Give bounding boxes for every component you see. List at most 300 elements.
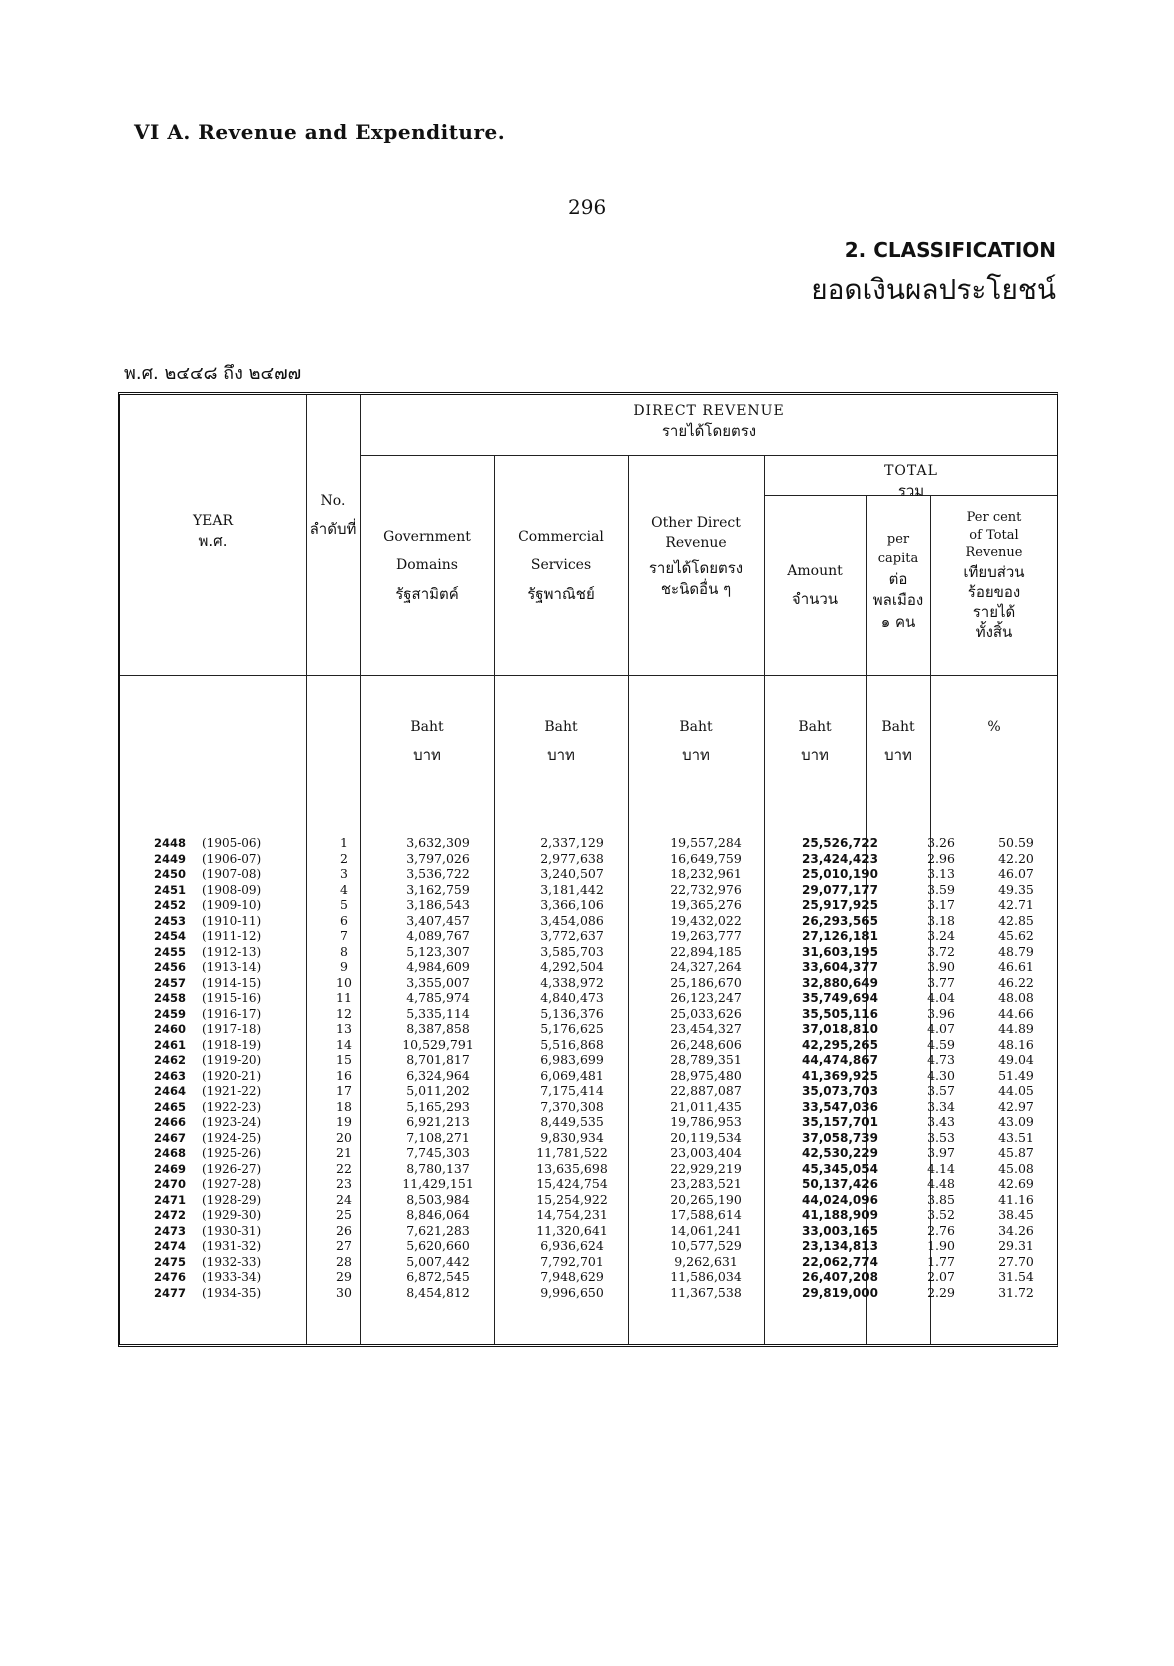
total-amount-cell: 44,474,867 [802, 1053, 878, 1067]
no-header-th: ลำดับที่ [309, 520, 357, 539]
year-be-cell: 2453 [154, 913, 187, 928]
year-ad-cell: (1922-23) [202, 1099, 262, 1114]
percent-total-cell: 51.49 [998, 1067, 1034, 1083]
government-domains-cell: 5,165,293 [406, 1098, 470, 1114]
row-number-cell: 18 [336, 1098, 352, 1114]
per-capita-en1: per [886, 532, 910, 547]
table-row [120, 1238, 1057, 1254]
table-row [120, 882, 1057, 898]
per-capita-th1: ต่อ [888, 569, 908, 588]
row-number-cell: 11 [336, 990, 352, 1005]
per-capita-th3: ๑ คน [880, 613, 916, 632]
other-unit-en: Baht [679, 719, 713, 735]
per-capita-cell: 3.77 [927, 974, 955, 990]
government-domains-cell: 10,529,791 [402, 1036, 474, 1052]
com-header-en1: Commercial [518, 529, 604, 545]
commercial-services-cell: 8,449,535 [540, 1114, 604, 1129]
table-row [120, 1269, 1057, 1285]
com-header-th: รัฐพาณิชย์ [527, 584, 595, 603]
table-row [120, 913, 1057, 929]
amount-unit-en: Baht [798, 719, 832, 735]
government-domains-cell: 7,745,303 [406, 1145, 470, 1160]
percent-unit: % [987, 719, 1001, 735]
year-ad-cell: (1910-11) [202, 913, 262, 928]
row-number-cell: 20 [336, 1129, 352, 1145]
total-amount-cell: 35,073,703 [802, 1084, 878, 1098]
table-row [120, 1161, 1057, 1177]
year-be-cell: 2464 [154, 1084, 187, 1098]
amount-unit [764, 717, 866, 767]
per-capita-th2: พลเมือง [872, 591, 924, 610]
year-be-cell: 2450 [154, 867, 187, 881]
per-capita-cell: 3.96 [927, 1005, 955, 1021]
percent-total-cell: 44.05 [998, 1083, 1034, 1098]
row-number-cell: 25 [336, 1207, 352, 1222]
year-ad-cell: (1906-07) [202, 851, 262, 866]
government-domains-cell: 5,620,660 [406, 1238, 470, 1253]
government-domains-cell: 4,089,767 [406, 928, 470, 943]
table-row [120, 1037, 1057, 1053]
per-capita-cell: 4.59 [927, 1036, 955, 1052]
other-direct-revenue-cell: 20,265,190 [670, 1191, 742, 1207]
table-row [120, 1006, 1057, 1022]
year-ad-cell: (1914-15) [202, 975, 262, 990]
government-domains-cell: 5,123,307 [406, 943, 470, 959]
total-amount-cell: 41,369,925 [802, 1068, 878, 1083]
total-amount-cell: 35,157,701 [802, 1115, 878, 1129]
year-ad-cell: (1919-20) [202, 1053, 262, 1067]
table-row [120, 1099, 1057, 1115]
commercial-services-cell: 6,983,699 [540, 1052, 604, 1067]
total-amount-cell: 22,062,774 [802, 1254, 878, 1269]
com-unit-en: Baht [544, 719, 578, 735]
com-unit [494, 717, 628, 767]
table-row [120, 1285, 1057, 1301]
other-direct-revenue-cell: 26,248,606 [670, 1036, 742, 1052]
commercial-services-cell: 2,337,129 [540, 835, 604, 850]
per-capita-cell: 3.90 [927, 959, 955, 974]
year-ad-cell: (1911-12) [202, 929, 262, 943]
other-header-th1: รายได้โดยตรง [648, 558, 744, 577]
government-domains-cell: 11,429,151 [402, 1176, 474, 1191]
table-row [120, 1130, 1057, 1146]
row-number-cell: 9 [340, 959, 348, 974]
year-ad-cell: (1915-16) [202, 991, 262, 1005]
year-be-cell: 2475 [154, 1254, 187, 1269]
government-domains-cell: 7,621,283 [406, 1222, 470, 1238]
year-be-cell: 2474 [154, 1239, 187, 1253]
per-capita-en2: capita [877, 550, 919, 566]
other-direct-revenue-cell: 23,454,327 [670, 1021, 742, 1036]
other-direct-revenue-cell: 22,894,185 [670, 943, 742, 959]
year-ad-cell: (1924-25) [202, 1130, 262, 1145]
row-number-cell: 22 [336, 1160, 352, 1176]
total-amount-cell: 25,917,925 [802, 898, 878, 912]
header-rule [360, 455, 1057, 456]
gov-header-th: รัฐสามิตค์ [395, 584, 459, 603]
gov-unit-th: บาท [413, 746, 441, 765]
total-amount-cell: 31,603,195 [802, 944, 878, 959]
other-direct-revenue-cell: 26,123,247 [670, 990, 742, 1005]
per-capita-cell: 3.26 [927, 835, 955, 850]
percent-total-cell: 44.66 [998, 1005, 1034, 1021]
year-ad-cell: (1932-33) [202, 1254, 262, 1269]
year-header-en: YEAR [192, 513, 234, 529]
page-number: 296 [568, 195, 607, 219]
government-domains-cell: 3,632,309 [406, 835, 470, 850]
commercial-services-cell: 14,754,231 [536, 1207, 608, 1222]
row-number-cell: 12 [336, 1005, 352, 1021]
per-capita-cell: 3.13 [927, 866, 955, 881]
row-number-cell: 30 [336, 1284, 352, 1300]
total-amount-cell: 29,819,000 [802, 1285, 878, 1300]
percent-total-cell: 42.20 [998, 850, 1034, 866]
row-number-cell: 6 [340, 912, 348, 928]
percent-total-cell: 46.22 [998, 974, 1034, 990]
per-capita-cell: 2.29 [927, 1284, 955, 1300]
period-label: พ.ศ. ๒๔๔๘ ถึง ๒๔๗๗ [124, 363, 302, 384]
commercial-services-cell: 4,338,972 [540, 974, 604, 990]
commercial-services-cell: 7,370,308 [540, 1098, 604, 1114]
other-direct-revenue-cell: 23,003,404 [670, 1145, 742, 1160]
per-capita-cell: 1.90 [927, 1238, 955, 1253]
other-direct-revenue-cell: 16,649,759 [670, 850, 742, 866]
percent-th1: เทียบส่วน [963, 562, 1025, 581]
percent-total-cell: 31.54 [998, 1269, 1034, 1284]
commercial-services-cell: 6,936,624 [540, 1238, 604, 1253]
amount-header-en: Amount [787, 563, 843, 579]
year-be-cell: 2476 [154, 1270, 187, 1284]
other-direct-revenue-cell: 19,263,777 [670, 928, 742, 943]
total-amount-cell: 23,134,813 [802, 1239, 878, 1253]
total-amount-cell: 44,024,096 [802, 1192, 878, 1207]
percent-total-cell: 49.35 [998, 881, 1034, 897]
row-number-cell: 28 [336, 1253, 352, 1269]
percent-total-cell: 42.69 [998, 1176, 1034, 1191]
year-be-cell: 2469 [154, 1161, 187, 1176]
table-row [120, 928, 1057, 944]
percent-total-cell: 48.79 [998, 943, 1034, 959]
per-capita-header [866, 531, 930, 634]
table-row [120, 1083, 1057, 1099]
year-be-cell: 2460 [154, 1022, 187, 1036]
row-number-cell: 10 [336, 974, 352, 990]
table-row [120, 1207, 1057, 1223]
year-header-th: พ.ศ. [198, 532, 228, 551]
commercial-services-cell: 11,320,641 [536, 1222, 608, 1238]
other-header-en1: Other Direct [651, 515, 741, 531]
table-row [120, 851, 1057, 867]
commercial-services-cell: 4,292,504 [540, 959, 604, 974]
year-ad-cell: (1927-28) [202, 1177, 262, 1191]
percent-total-cell: 34.26 [998, 1222, 1034, 1238]
commercial-services-cell: 3,772,637 [540, 928, 604, 943]
classification-title-th: ยอดเงินผลประโยชน์ [811, 273, 1056, 306]
row-number-cell: 5 [340, 897, 348, 912]
com-header [494, 527, 628, 605]
row-number-cell: 17 [336, 1083, 352, 1098]
section-title: VI A. Revenue and Expenditure. [134, 120, 506, 144]
per-capita-cell: 2.76 [927, 1222, 955, 1238]
government-domains-cell: 8,846,064 [406, 1207, 470, 1222]
total-amount-cell: 37,018,810 [802, 1022, 878, 1036]
other-direct-revenue-cell: 25,186,670 [670, 974, 742, 990]
total-header [764, 461, 1058, 503]
year-be-cell: 2461 [154, 1037, 187, 1052]
percent-en1: Per cent [966, 510, 1022, 525]
year-ad-cell: (1931-32) [202, 1239, 262, 1253]
year-be-cell: 2462 [154, 1053, 187, 1067]
per-capita-unit [866, 717, 930, 767]
other-direct-revenue-cell: 9,262,631 [674, 1253, 738, 1269]
year-ad-cell: (1912-13) [202, 944, 262, 959]
year-ad-cell: (1913-14) [202, 960, 262, 974]
commercial-services-cell: 15,424,754 [536, 1176, 608, 1191]
year-be-cell: 2470 [154, 1177, 187, 1191]
percent-total-cell: 27.70 [998, 1253, 1034, 1269]
direct-revenue-th: รายได้โดยตรง [661, 422, 757, 441]
commercial-services-cell: 15,254,922 [536, 1191, 608, 1207]
total-th: รวม [897, 482, 925, 501]
total-amount-cell: 25,526,722 [802, 836, 878, 850]
other-direct-revenue-cell: 19,786,953 [670, 1114, 742, 1129]
commercial-services-cell: 7,948,629 [540, 1269, 604, 1284]
year-be-cell: 2451 [154, 882, 187, 897]
no-header-en: No. [320, 493, 346, 509]
per-capita-cell: 3.85 [927, 1191, 955, 1207]
year-ad-cell: (1918-19) [202, 1037, 262, 1052]
other-header-en2: Revenue [665, 535, 727, 552]
table-row [120, 959, 1057, 975]
table-row [120, 1254, 1057, 1270]
total-amount-cell: 23,424,423 [802, 851, 878, 866]
total-amount-cell: 32,880,649 [802, 975, 878, 990]
per-capita-cell: 4.14 [927, 1160, 955, 1176]
year-be-cell: 2468 [154, 1146, 187, 1160]
other-direct-revenue-cell: 21,011,435 [670, 1098, 742, 1114]
government-domains-cell: 8,387,858 [406, 1021, 470, 1036]
government-domains-cell: 6,921,213 [406, 1114, 470, 1129]
year-be-cell: 2457 [154, 975, 187, 990]
table-row [120, 1223, 1057, 1239]
percent-total-cell: 45.62 [998, 928, 1034, 943]
row-number-cell: 26 [336, 1222, 352, 1238]
row-number-cell: 14 [336, 1036, 352, 1052]
direct-revenue-en: DIRECT REVENUE [633, 403, 785, 419]
per-capita-cell: 4.73 [927, 1052, 955, 1067]
government-domains-cell: 3,407,457 [406, 912, 470, 928]
commercial-services-cell: 2,977,638 [540, 850, 604, 866]
year-ad-cell: (1920-21) [202, 1068, 262, 1083]
per-capita-cell: 3.17 [927, 897, 955, 912]
other-direct-revenue-cell: 11,586,034 [670, 1269, 742, 1284]
percent-total-cell: 29.31 [998, 1238, 1034, 1253]
percent-total-cell: 46.61 [998, 959, 1034, 974]
total-amount-cell: 27,126,181 [802, 929, 878, 943]
total-amount-cell: 29,077,177 [802, 882, 878, 897]
per-capita-cell: 1.77 [927, 1253, 955, 1269]
total-amount-cell: 25,010,190 [802, 867, 878, 881]
gov-unit-en: Baht [410, 719, 444, 735]
table-row [120, 1114, 1057, 1130]
classification-title-en: 2. CLASSIFICATION [844, 238, 1056, 262]
year-ad-cell: (1926-27) [202, 1161, 262, 1176]
commercial-services-cell: 3,366,106 [540, 897, 604, 912]
government-domains-cell: 6,872,545 [406, 1269, 470, 1284]
percent-total-cell: 49.04 [998, 1052, 1034, 1067]
total-amount-cell: 50,137,426 [802, 1177, 878, 1191]
per-capita-cell: 3.34 [927, 1098, 955, 1114]
commercial-services-cell: 9,830,934 [540, 1129, 604, 1145]
percent-total-cell: 31.72 [998, 1284, 1034, 1300]
government-domains-cell: 3,355,007 [406, 974, 470, 990]
per-capita-unit-en: Baht [881, 719, 915, 735]
year-be-cell: 2473 [154, 1223, 187, 1238]
government-domains-cell: 5,007,442 [406, 1253, 470, 1269]
year-be-cell: 2456 [154, 960, 187, 974]
table-row [120, 866, 1057, 882]
other-direct-revenue-cell: 17,588,614 [670, 1207, 742, 1222]
year-be-cell: 2472 [154, 1208, 187, 1222]
total-amount-cell: 26,293,565 [802, 913, 878, 928]
percent-th2: ร้อยของ [967, 582, 1021, 601]
com-header-en2: Services [530, 557, 592, 574]
table-row [120, 1021, 1057, 1037]
amount-header [764, 561, 866, 611]
commercial-services-cell: 5,516,868 [540, 1036, 604, 1052]
percent-total-cell: 38.45 [998, 1207, 1034, 1222]
year-header [120, 511, 306, 553]
per-capita-cell: 4.07 [927, 1021, 955, 1036]
percent-total-cell: 46.07 [998, 866, 1034, 881]
table-row [120, 1192, 1057, 1208]
percent-total-cell: 42.71 [998, 897, 1034, 912]
row-number-cell: 13 [336, 1021, 352, 1036]
other-direct-revenue-cell: 10,577,529 [670, 1238, 742, 1253]
gov-header-en2: Domains [396, 557, 458, 574]
percent-total-cell: 50.59 [998, 835, 1034, 850]
total-amount-cell: 35,749,694 [802, 991, 878, 1005]
percent-total-cell: 42.85 [998, 912, 1034, 928]
row-number-cell: 16 [336, 1067, 352, 1083]
total-amount-cell: 42,530,229 [802, 1146, 878, 1160]
other-unit-th: บาท [682, 746, 710, 765]
year-be-cell: 2465 [154, 1099, 187, 1114]
year-ad-cell: (1921-22) [202, 1084, 262, 1098]
other-direct-revenue-cell: 23,283,521 [670, 1176, 742, 1191]
other-direct-revenue-cell: 19,432,022 [670, 912, 742, 928]
year-ad-cell: (1923-24) [202, 1115, 262, 1129]
row-number-cell: 7 [340, 928, 348, 943]
per-capita-cell: 3.59 [927, 881, 955, 897]
row-number-cell: 15 [336, 1052, 352, 1067]
amount-header-th: จำนวน [791, 590, 839, 609]
per-capita-cell: 3.18 [927, 912, 955, 928]
table-row [120, 975, 1057, 991]
government-domains-cell: 3,536,722 [406, 866, 470, 881]
government-domains-cell: 4,785,974 [406, 990, 470, 1005]
year-ad-cell: (1934-35) [202, 1285, 262, 1300]
commercial-services-cell: 5,176,625 [540, 1021, 604, 1036]
commercial-services-cell: 9,996,650 [540, 1284, 604, 1300]
percent-total-cell: 48.16 [998, 1036, 1034, 1052]
table-row [120, 990, 1057, 1006]
commercial-services-cell: 7,792,701 [540, 1253, 604, 1269]
gov-unit [360, 717, 494, 767]
total-amount-cell: 35,505,116 [802, 1006, 878, 1021]
table-row [120, 1145, 1057, 1161]
com-unit-th: บาท [547, 746, 575, 765]
year-be-cell: 2459 [154, 1006, 187, 1021]
per-capita-cell: 4.48 [927, 1176, 955, 1191]
percent-total-cell: 48.08 [998, 990, 1034, 1005]
commercial-services-cell: 11,781,522 [536, 1145, 608, 1160]
direct-revenue-header [360, 401, 1058, 443]
total-amount-cell: 33,003,165 [802, 1223, 878, 1238]
total-amount-cell: 33,604,377 [802, 960, 878, 974]
government-domains-cell: 8,454,812 [406, 1284, 470, 1300]
per-capita-cell: 3.72 [927, 943, 955, 959]
per-capita-cell: 3.52 [927, 1207, 955, 1222]
government-domains-cell: 7,108,271 [406, 1129, 470, 1145]
other-direct-revenue-cell: 22,887,087 [670, 1083, 742, 1098]
row-number-cell: 29 [336, 1269, 352, 1284]
percent-th3: รายได้ [972, 603, 1016, 622]
other-direct-revenue-cell: 11,367,538 [670, 1284, 742, 1300]
row-number-cell: 21 [336, 1145, 352, 1160]
per-capita-cell: 3.43 [927, 1114, 955, 1129]
government-domains-cell: 3,797,026 [406, 850, 470, 866]
year-ad-cell: (1930-31) [202, 1223, 262, 1238]
other-direct-revenue-cell: 19,557,284 [670, 835, 742, 850]
other-direct-revenue-cell: 25,033,626 [670, 1005, 742, 1021]
percent-en2: of Total [969, 527, 1019, 543]
government-domains-cell: 8,503,984 [406, 1191, 470, 1207]
table-row [120, 1176, 1057, 1192]
year-be-cell: 2458 [154, 991, 187, 1005]
commercial-services-cell: 4,840,473 [540, 990, 604, 1005]
percent-total-cell: 45.87 [998, 1145, 1034, 1160]
row-number-cell: 24 [336, 1191, 352, 1207]
year-be-cell: 2477 [154, 1285, 187, 1300]
other-direct-revenue-cell: 18,232,961 [670, 866, 742, 881]
other-unit [628, 717, 764, 767]
gov-header [360, 527, 494, 605]
year-ad-cell: (1908-09) [202, 882, 262, 897]
other-header-th2: ชะนิดอื่น ๆ [660, 580, 732, 599]
commercial-services-cell: 3,585,703 [540, 943, 604, 959]
percent-th4: ทั้งสิ้น [975, 623, 1013, 642]
commercial-services-cell: 6,069,481 [540, 1067, 604, 1083]
commercial-services-cell: 3,454,086 [540, 912, 604, 928]
commercial-services-cell: 13,635,698 [536, 1160, 608, 1176]
percent-total-cell: 41.16 [998, 1191, 1034, 1207]
total-amount-cell: 45,345,054 [802, 1161, 878, 1176]
per-capita-cell: 4.30 [927, 1067, 955, 1083]
row-number-cell: 2 [340, 850, 348, 866]
government-domains-cell: 8,701,817 [406, 1052, 470, 1067]
per-capita-cell: 3.53 [927, 1129, 955, 1145]
other-direct-revenue-cell: 20,119,534 [670, 1129, 742, 1145]
total-amount-cell: 33,547,036 [802, 1099, 878, 1114]
year-be-cell: 2448 [154, 836, 187, 850]
percent-total-cell: 43.51 [998, 1129, 1034, 1145]
percent-header [930, 509, 1058, 643]
table-row [120, 944, 1057, 960]
year-be-cell: 2467 [154, 1130, 187, 1145]
row-number-cell: 8 [340, 943, 348, 959]
total-amount-cell: 41,188,909 [802, 1208, 878, 1222]
